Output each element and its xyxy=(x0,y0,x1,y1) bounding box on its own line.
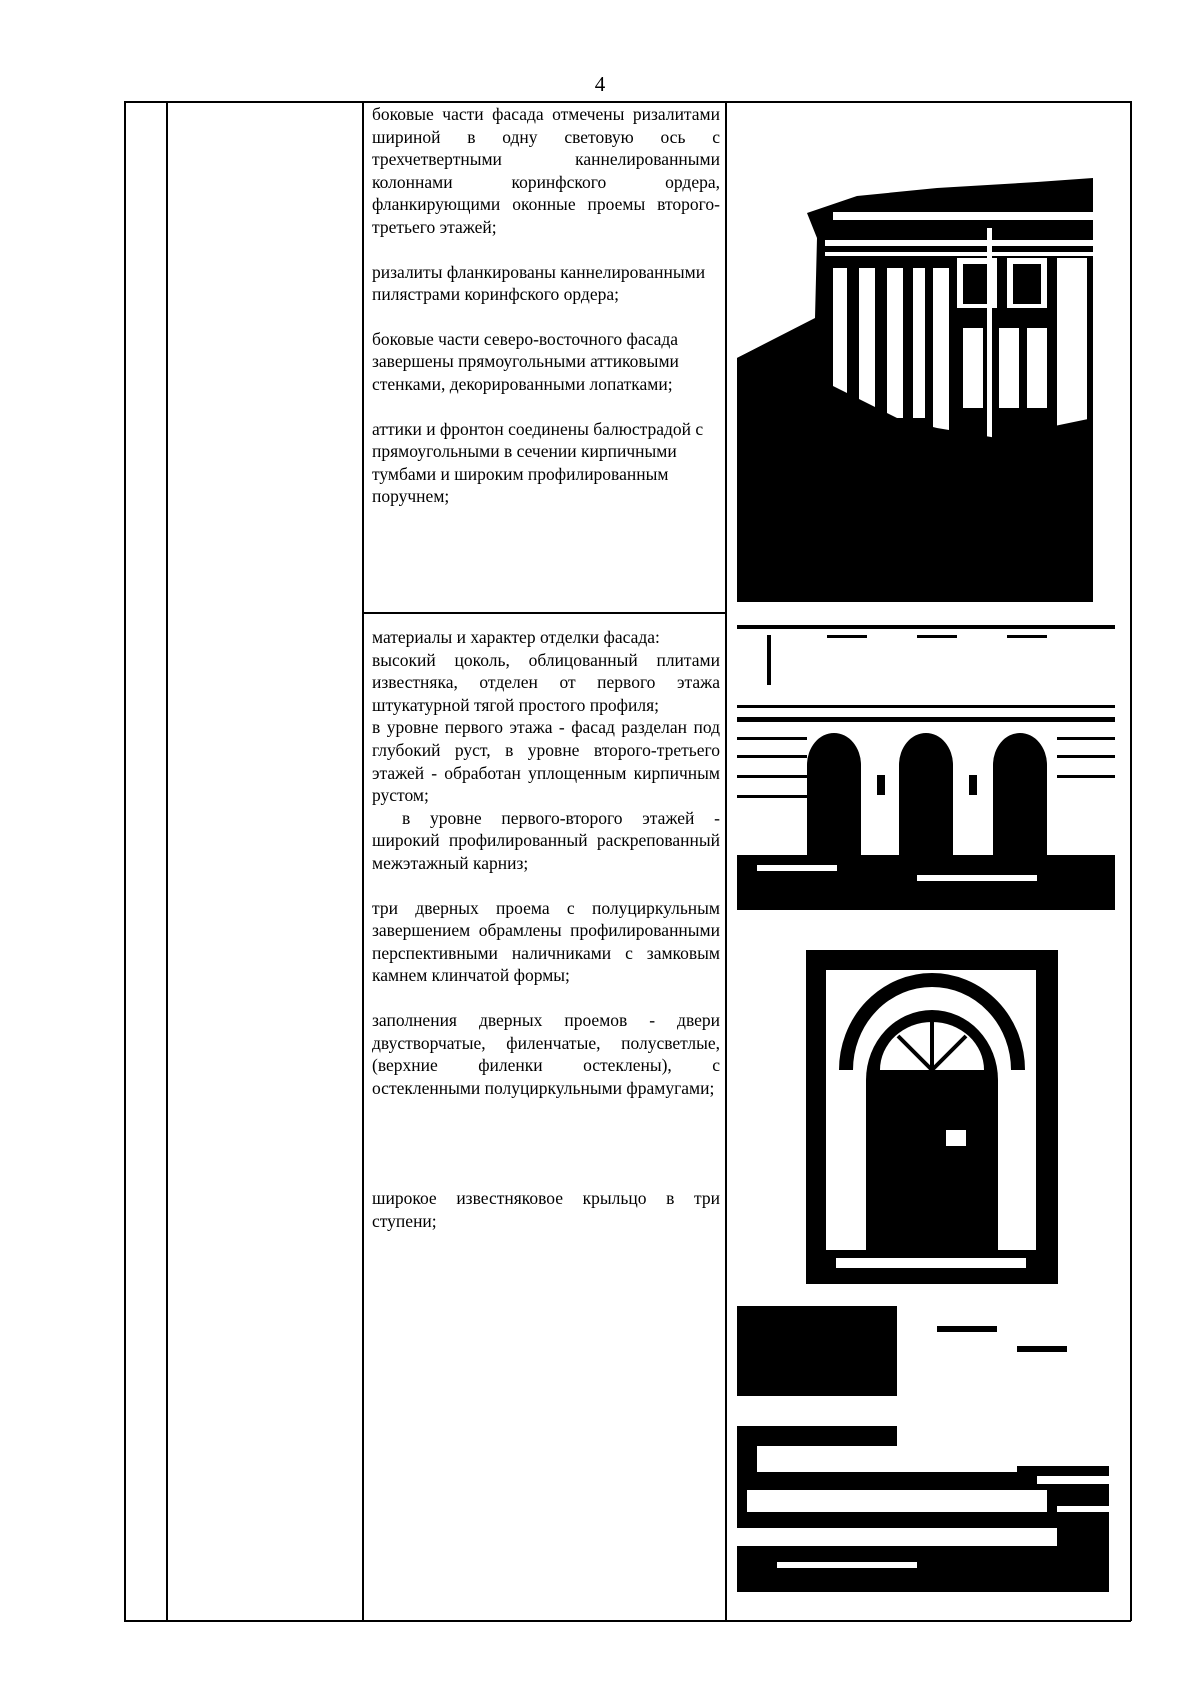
facade-columns-photo xyxy=(737,168,1093,602)
column-border xyxy=(124,101,126,1621)
column-border xyxy=(362,101,364,1621)
paragraph-materials-heading: материалы и характер отделки фасада: xyxy=(372,627,660,647)
ground-floor-facade-photo xyxy=(737,625,1115,910)
paragraph-risalits: боковые части фасада отмечены ризалитами шириной в одну световую ось с трехчетвертными каннелированными колоннами коринфского ордера, фланкирующими оконные проемы второго-третьего этажей; xyxy=(372,104,720,237)
row-divider xyxy=(362,612,725,614)
description-block-1 xyxy=(372,103,720,508)
column-border xyxy=(166,101,168,1621)
paragraph-door-openings: три дверных проема с полуциркульным завершением обрамлены профилированными перспективными наличниками с замковым камнем клинчатой формы; xyxy=(372,897,720,986)
table-bottom-border xyxy=(124,1620,1131,1622)
description-block-2 xyxy=(372,626,720,1232)
column-border xyxy=(1130,101,1132,1621)
paragraph-door-fillings: заполнения дверных проемов - двери двустворчатые, филенчатые, полусветлые, (верхние филенки остеклены), с остекленными полуциркульными фрамугами; xyxy=(372,1009,720,1098)
paragraph-pilasters: ризалиты фланкированы каннелированными пилястрами коринфского ордера; xyxy=(372,261,706,305)
arched-door-photo xyxy=(806,950,1058,1284)
column-border xyxy=(725,101,727,1621)
paragraph-porch: широкое известняковое крыльцо в три ступени; xyxy=(372,1188,720,1231)
paragraph-plinth: высокий цоколь, облицованный плитами известняка, отделен от первого этажа штукатурной тягой простого профиля; xyxy=(372,649,720,715)
paragraph-balustrade: аттики и фронтон соединены балюстрадой с прямоугольными в сечении кирпичными тумбами и широким профилированным поручнем; xyxy=(372,418,704,507)
paragraph-cornice: в уровне первого-второго этажей - широкий профилированный раскрепованный межэтажный карниз; xyxy=(372,807,720,873)
paragraph-attic-walls: боковые части северо-восточного фасада завершены прямоугольными аттиковыми стенками, декорированными лопатками; xyxy=(372,328,679,394)
page-number: 4 xyxy=(594,72,606,96)
porch-steps-photo xyxy=(737,1306,1109,1592)
paragraph-rustication: в уровне первого этажа - фасад разделан под глубокий руст, в уровне второго-третьего этажей - обработан уплощенным кирпичным рустом; xyxy=(372,717,720,806)
